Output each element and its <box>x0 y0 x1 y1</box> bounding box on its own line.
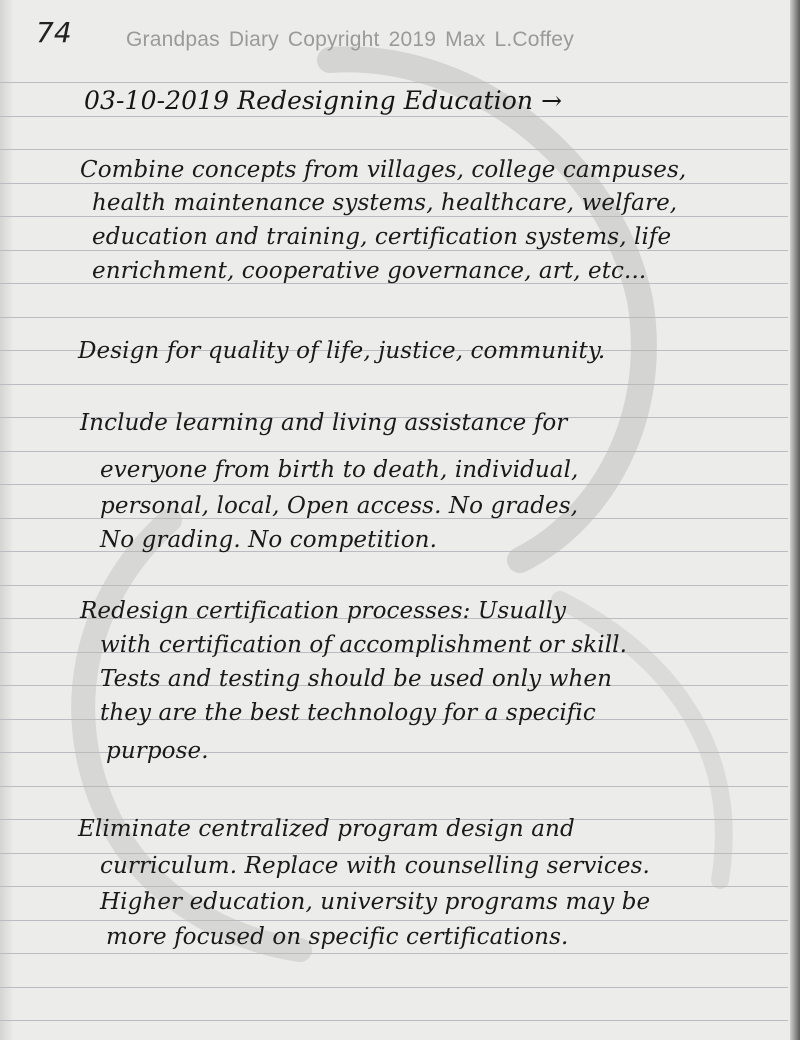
page-number: 74 <box>36 16 72 49</box>
text-line: No grading. No competition. <box>100 527 437 553</box>
text-line: purpose. <box>106 738 209 764</box>
text-line: personal, local, Open access. No grades, <box>100 493 579 519</box>
text-line: health maintenance systems, healthcare, welfare, <box>92 190 678 216</box>
text-line: curriculum. Replace with counselling services. <box>100 853 650 879</box>
text-line: Eliminate centralized program design and <box>78 816 575 842</box>
diary-header: Grandpas Diary Copyright 2019 Max L.Coffey <box>126 28 574 51</box>
text-line: they are the best technology for a specific <box>100 700 596 726</box>
text-line: Include learning and living assistance for <box>80 410 568 436</box>
text-line: Redesign certification processes: Usually <box>80 598 567 624</box>
text-line: with certification of accomplishment or skill. <box>100 632 628 658</box>
text-line: enrichment, cooperative governance, art, etc... <box>92 258 647 284</box>
text-line: Tests and testing should be used only when <box>100 666 613 692</box>
text-line: Design for quality of life, justice, community. <box>78 338 606 364</box>
page-edge-shadow <box>790 0 800 1040</box>
entry-title: 03-10-2019 Redesigning Education → <box>84 86 563 115</box>
text-line: Higher education, university programs may be <box>100 889 651 915</box>
text-line: Combine concepts from villages, college campuses, <box>80 157 687 183</box>
text-line: everyone from birth to death, individual, <box>100 457 579 483</box>
text-line: education and training, certification systems, life <box>92 224 672 250</box>
text-line: more focused on specific certifications. <box>106 924 569 950</box>
